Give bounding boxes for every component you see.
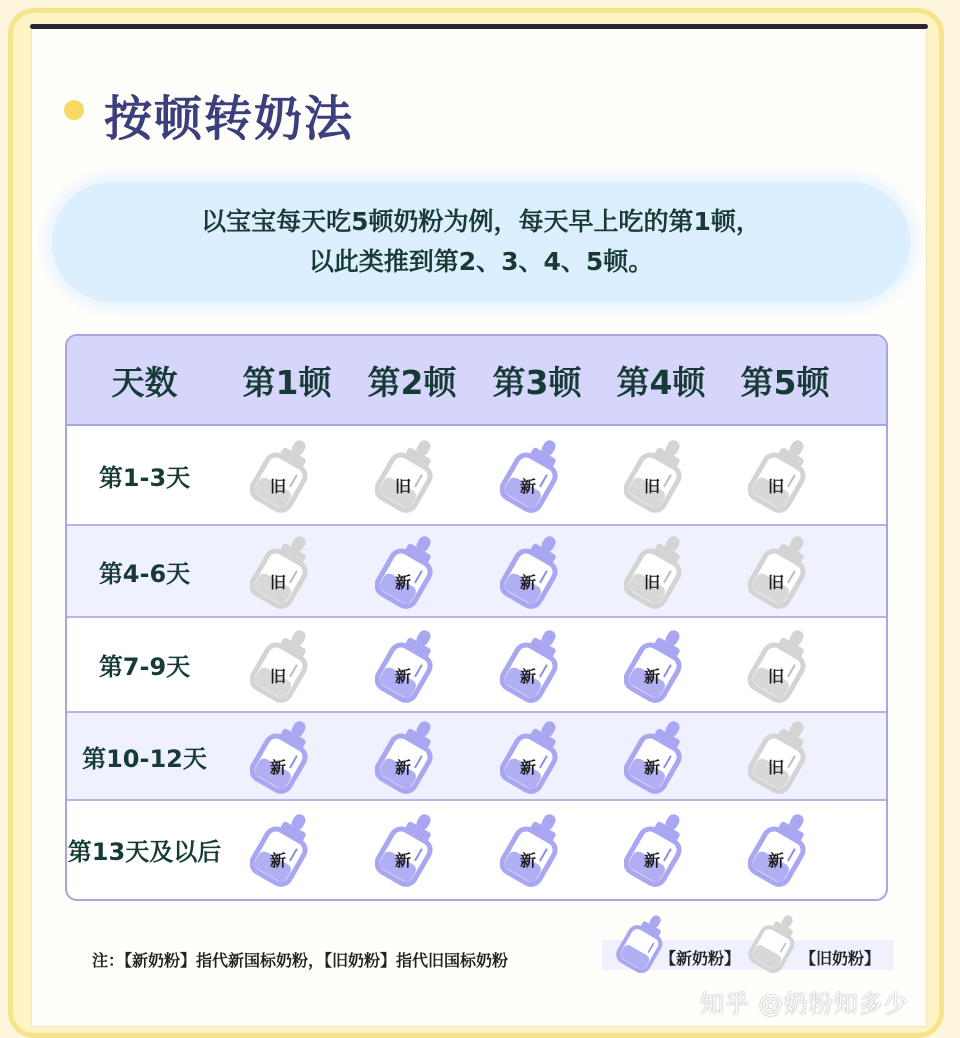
footnote: 注：【新奶粉】指代新国标奶粉，【旧奶粉】指代旧国标奶粉	[92, 951, 509, 970]
meal-cell	[472, 717, 602, 795]
meal-cell	[222, 810, 352, 888]
bottle-label: 新	[643, 758, 660, 777]
bottle-label: 新	[394, 666, 411, 686]
new-bottle-icon	[375, 626, 449, 704]
bottle-label: 新	[394, 573, 411, 592]
bottle-label: 新	[394, 851, 411, 870]
meal-cell	[720, 717, 850, 795]
meal-cell	[602, 532, 720, 610]
row-day-label: 第10-12天	[82, 744, 207, 773]
bottle-label: 旧	[269, 477, 286, 496]
meal-cell	[720, 532, 850, 610]
bottle-label: 新	[519, 666, 536, 686]
intro-line-1: 以宝宝每天吃5顿奶粉为例，每天早上吃的第1顿，	[201, 207, 761, 236]
meal-cell	[472, 626, 602, 704]
bottle-label: 旧	[767, 573, 784, 592]
intro-box	[52, 182, 910, 302]
bottle-label: 新	[519, 477, 536, 496]
page-title: 按顿转奶法	[104, 91, 355, 147]
top-bar	[30, 24, 928, 29]
meal-cell	[222, 532, 352, 610]
new-bottle-icon	[500, 717, 574, 795]
row-day-label: 第1-3天	[98, 463, 191, 492]
old-bottle-icon	[748, 626, 822, 704]
new-bottle-icon	[375, 717, 449, 795]
row-day-label: 第4-6天	[98, 559, 191, 588]
bottle-label: 旧	[767, 758, 784, 777]
old-bottle-icon	[748, 717, 822, 795]
new-bottle-icon	[375, 532, 449, 610]
meal-cell	[352, 532, 472, 610]
meal-cell	[222, 626, 352, 704]
bottle-label: 旧	[767, 666, 784, 686]
old-bottle-icon	[250, 436, 324, 514]
bottle-label: 旧	[269, 666, 286, 686]
bottle-label: 新	[767, 851, 784, 870]
old-bottle-icon	[624, 532, 698, 610]
bottle-label: 新	[519, 851, 536, 870]
title-bullet-dot	[64, 100, 84, 120]
row-day-label: 第7-9天	[98, 653, 191, 681]
legend	[602, 940, 894, 970]
table-row	[67, 801, 886, 897]
meal-cell	[352, 436, 472, 514]
bottle-label: 旧	[767, 477, 784, 496]
meal-cell	[602, 626, 720, 704]
legend-old-label: 【旧奶粉】	[800, 949, 881, 968]
meal-cell	[720, 626, 850, 704]
old-bottle-icon	[624, 436, 698, 514]
meal-cell	[602, 717, 720, 795]
header-meal-3: 第3顿	[492, 362, 582, 402]
table-header	[67, 336, 886, 426]
old-bottle-icon	[375, 436, 449, 514]
old-bottle-icon	[748, 436, 822, 514]
bottle-label: 新	[394, 758, 411, 777]
meal-cell	[222, 436, 352, 514]
meal-cell	[472, 810, 602, 888]
meal-cell	[720, 436, 850, 514]
new-bottle-icon	[375, 810, 449, 888]
meal-cell	[602, 810, 720, 888]
table-body	[67, 426, 886, 897]
meal-cell	[352, 626, 472, 704]
new-bottle-icon	[500, 436, 574, 514]
intro-line-2: 以此类推到第2、3、4、5顿。	[308, 247, 654, 276]
header-meal-1: 第1顿	[242, 362, 332, 402]
table-row	[67, 618, 886, 713]
meal-cell	[472, 436, 602, 514]
bottle-label: 新	[643, 666, 660, 686]
new-bottle-icon	[500, 810, 574, 888]
meal-cell	[352, 810, 472, 888]
old-bottle-icon	[748, 532, 822, 610]
meal-cell	[352, 717, 472, 795]
feeding-table	[65, 334, 888, 901]
old-bottle-icon	[250, 626, 324, 704]
bottle-label: 新	[269, 851, 286, 870]
table-row	[67, 526, 886, 618]
bottle-label: 旧	[394, 477, 411, 496]
meal-cell	[602, 436, 720, 514]
new-bottle-icon	[748, 810, 822, 888]
new-bottle-icon	[624, 717, 698, 795]
legend-new-label: 【新奶粉】	[660, 949, 741, 968]
new-bottle-icon	[500, 532, 574, 610]
header-meal-2: 第2顿	[367, 362, 457, 402]
new-bottle-icon	[500, 626, 574, 704]
meal-cell	[720, 810, 850, 888]
meal-cell	[222, 717, 352, 795]
bottle-label: 新	[519, 758, 536, 777]
new-bottle-icon	[624, 810, 698, 888]
new-bottle-icon	[624, 626, 698, 704]
watermark: 知乎 @奶粉知多少	[700, 990, 909, 1018]
table-row	[67, 426, 886, 526]
bottle-label: 新	[643, 851, 660, 870]
bottle-label: 新	[519, 573, 536, 592]
header-meal-4: 第4顿	[616, 362, 706, 402]
new-bottle-icon	[250, 717, 324, 795]
meal-cell	[472, 532, 602, 610]
table-row	[67, 713, 886, 801]
bottle-label: 旧	[643, 573, 660, 592]
legend-old-bottle-icon	[748, 912, 808, 974]
bottle-label: 新	[269, 758, 286, 777]
new-bottle-icon	[250, 810, 324, 888]
bottle-label: 旧	[643, 477, 660, 496]
row-day-label: 第13天及以后	[67, 837, 222, 866]
bottle-label: 旧	[269, 573, 286, 592]
old-bottle-icon	[250, 532, 324, 610]
header-meal-5: 第5顿	[740, 362, 830, 402]
header-days: 天数	[111, 362, 178, 402]
